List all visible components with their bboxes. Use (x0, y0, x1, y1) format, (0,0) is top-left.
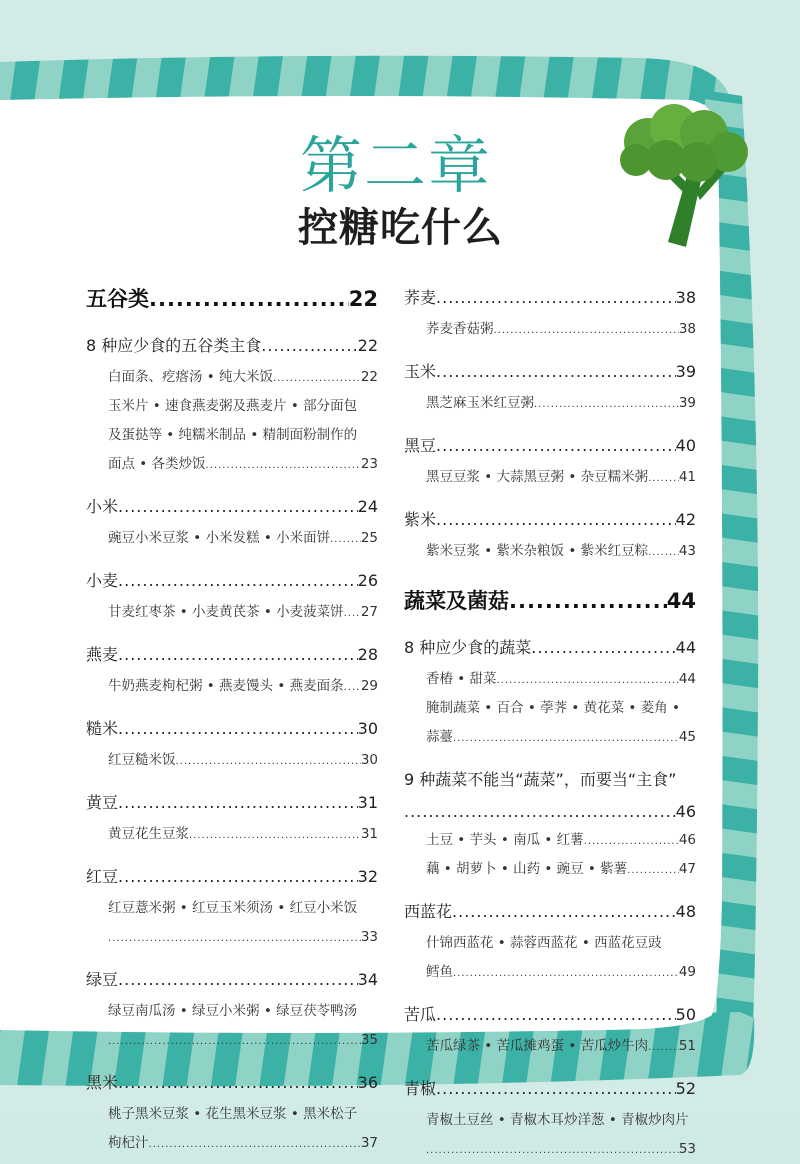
page-number: 31 (357, 793, 378, 812)
leader-dots (118, 859, 358, 894)
toc-label: 8 种应少食的蔬菜 (404, 638, 532, 657)
page-number: 43 (678, 543, 696, 559)
leader-dots (118, 962, 358, 997)
toc-section[interactable] (86, 962, 378, 997)
toc-label: 紫米豆浆 • 紫米杂粮饭 • 紫米红豆粽 (426, 543, 649, 559)
toc-label: 土豆 • 芋头 • 南瓜 • 红薯 (426, 832, 584, 848)
toc-entry[interactable] (404, 389, 696, 418)
page-number: 46 (675, 802, 696, 821)
toc-label: 黑豆 (404, 436, 437, 455)
leader-dots (497, 666, 679, 694)
spacer (404, 620, 696, 630)
spacer (404, 492, 696, 502)
toc-label: 西蓝花 (404, 902, 453, 921)
toc-section[interactable] (404, 428, 696, 463)
toc-label: 荞麦 (404, 288, 437, 307)
leader-dots (648, 464, 679, 492)
leader-dots (627, 856, 679, 884)
toc-label: 蒜薹 (426, 729, 453, 745)
leader-dots (344, 673, 361, 701)
leader-dots (436, 280, 676, 315)
toc-entry-text: 及蛋挞等 • 纯糯米制品 • 精制面粉制作的 (108, 427, 358, 443)
page-number: 33 (360, 929, 378, 945)
leader-dots (436, 997, 676, 1032)
page-number: 22 (348, 287, 378, 311)
toc-label: 藕 • 胡萝卜 • 山药 • 豌豆 • 紫薯 (426, 861, 628, 877)
toc-section[interactable] (404, 354, 696, 389)
toc-label: 小米 (86, 497, 119, 516)
toc-section[interactable] (86, 785, 378, 820)
leader-dots (108, 924, 361, 952)
page-number: 42 (675, 510, 696, 529)
spacer (86, 775, 378, 785)
leader-dots (404, 797, 676, 826)
page-number: 49 (678, 964, 696, 980)
toc-entry[interactable] (86, 820, 378, 849)
toc-section[interactable] (404, 1071, 696, 1106)
spacer (86, 479, 378, 489)
toc-entry[interactable] (86, 1129, 378, 1158)
toc-label: 苦瓜 (404, 1005, 437, 1024)
leader-dots (494, 316, 679, 344)
spacer (404, 752, 696, 762)
toc-label: 枸杞汁 (108, 1135, 149, 1151)
leader-dots (108, 1027, 361, 1055)
leader-dots (149, 1130, 361, 1158)
toc-left-column (86, 280, 378, 1158)
page-number: 51 (678, 1038, 696, 1054)
toc-entry[interactable] (404, 855, 696, 884)
leader-dots (648, 1033, 679, 1061)
toc-label: 燕麦 (86, 645, 119, 664)
page-number: 34 (357, 970, 378, 989)
page-number: 27 (360, 604, 378, 620)
broccoli-icon (608, 102, 758, 252)
leader-dots (344, 599, 361, 627)
toc-label: 红豆 (86, 867, 119, 886)
page-number: 52 (675, 1079, 696, 1098)
leader-dots (453, 959, 679, 987)
leader-dots (118, 711, 358, 746)
toc-label: 蔬菜及菌菇 (404, 589, 509, 613)
leader-dots (534, 390, 679, 418)
spacer (86, 1055, 378, 1065)
toc-entry[interactable] (86, 746, 378, 775)
spacer (404, 344, 696, 354)
spacer (86, 627, 378, 637)
page-number: 39 (678, 395, 696, 411)
page-number: 41 (678, 469, 696, 485)
toc-section[interactable] (86, 563, 378, 598)
toc-label: 黄豆 (86, 793, 119, 812)
leader-dots (453, 724, 679, 752)
toc-label: 糙米 (86, 719, 119, 738)
page-number: 39 (675, 362, 696, 381)
toc-label: 面点 • 各类炒饭 (108, 456, 206, 472)
leader-dots (436, 502, 676, 537)
toc-label: 五谷类 (86, 287, 149, 311)
leader-dots (118, 489, 358, 524)
toc-label: 红豆糙米饭 (108, 752, 176, 768)
leader-dots (436, 428, 676, 463)
page-number: 44 (666, 589, 696, 613)
leader-dots (509, 582, 667, 620)
page-number: 38 (675, 288, 696, 307)
toc-entry-text: 绿豆南瓜汤 • 绿豆小米粥 • 绿豆茯苓鸭汤 (108, 1003, 358, 1019)
page-number: 37 (360, 1135, 378, 1151)
toc-entry[interactable] (404, 958, 696, 987)
toc-section[interactable] (404, 894, 696, 929)
spacer (404, 884, 696, 894)
spacer (404, 418, 696, 428)
toc-right-column (404, 280, 696, 1164)
leader-dots (330, 525, 361, 553)
toc-entry[interactable] (86, 524, 378, 553)
toc-section[interactable] (404, 280, 696, 315)
toc-section[interactable] (86, 489, 378, 524)
page-number: 44 (675, 638, 696, 657)
leader-dots (118, 785, 358, 820)
toc-label: 黄豆花生豆浆 (108, 826, 189, 842)
page-number: 32 (357, 867, 378, 886)
toc-label: 甘麦红枣茶 • 小麦黄芪茶 • 小麦菠菜饼 (108, 604, 344, 620)
page-number: 46 (678, 832, 696, 848)
toc-entry-text: 桃子黑米豆浆 • 花生黑米豆浆 • 黑米松子 (108, 1106, 358, 1122)
toc-section[interactable] (404, 502, 696, 537)
toc-entry[interactable] (404, 463, 696, 492)
toc-label: 白面条、疙瘩汤 • 纯大米饭 (108, 369, 274, 385)
page-number: 38 (678, 321, 696, 337)
leader-dots (436, 1071, 676, 1106)
leader-dots (149, 280, 349, 318)
toc-entry[interactable] (404, 826, 696, 855)
toc-section[interactable] (404, 997, 696, 1032)
page-number: 45 (678, 729, 696, 745)
leader-dots (261, 328, 357, 363)
toc-label: 黑豆豆浆 • 大蒜黑豆粥 • 杂豆糯米粥 (426, 469, 649, 485)
spacer (86, 952, 378, 962)
page-number: 28 (357, 645, 378, 664)
toc-label: 黑米 (86, 1073, 119, 1092)
leader-dots (648, 538, 679, 566)
toc-entry[interactable] (404, 537, 696, 566)
page-number: 35 (360, 1032, 378, 1048)
toc-label: 8 种应少食的五谷类主食 (86, 336, 262, 355)
toc-entry-text: 什锦西蓝花 • 蒜蓉西蓝花 • 西蓝花豆豉 (426, 935, 662, 951)
leader-dots (118, 563, 358, 598)
toc-section[interactable] (86, 859, 378, 894)
toc-section[interactable] (404, 797, 696, 826)
toc-label: 玉米 (404, 362, 437, 381)
leader-dots (426, 1136, 679, 1164)
toc-label: 苦瓜绿茶 • 苦瓜摊鸡蛋 • 苦瓜炒牛肉 (426, 1038, 649, 1054)
page-number: 36 (357, 1073, 378, 1092)
page-number: 50 (675, 1005, 696, 1024)
toc-label: 青椒 (404, 1079, 437, 1098)
page-number: 53 (678, 1141, 696, 1157)
chapter-title: 控糖吃什么 (298, 204, 503, 251)
page-number: 22 (360, 369, 378, 385)
toc-section-heading: 9 种蔬菜不能当“蔬菜”，而要当“主食” (404, 770, 677, 789)
toc-section[interactable] (404, 630, 696, 665)
leader-dots (584, 827, 679, 855)
toc-label: 荞麦香菇粥 (426, 321, 494, 337)
toc-entry[interactable] (86, 923, 378, 952)
toc-entry[interactable] (86, 450, 378, 479)
toc-label: 紫米 (404, 510, 437, 529)
leader-dots (176, 747, 361, 775)
page-number: 31 (360, 826, 378, 842)
leader-dots (189, 821, 361, 849)
spacer (86, 701, 378, 711)
page-number: 26 (357, 571, 378, 590)
toc-entry[interactable] (404, 1135, 696, 1164)
toc-label: 黑芝麻玉米红豆粥 (426, 395, 534, 411)
leader-dots (436, 354, 676, 389)
toc-entry[interactable] (86, 1026, 378, 1055)
page-number: 30 (360, 752, 378, 768)
toc-section[interactable] (86, 711, 378, 746)
toc-label: 绿豆 (86, 970, 119, 989)
page-number: 30 (357, 719, 378, 738)
leader-dots (273, 364, 361, 392)
spacer (404, 1061, 696, 1071)
toc-entry-text: 红豆薏米粥 • 红豆玉米须汤 • 红豆小米饭 (108, 900, 358, 916)
toc-entry[interactable] (404, 1032, 696, 1061)
leader-dots (118, 1065, 358, 1100)
spacer (404, 566, 696, 582)
toc-label: 小麦 (86, 571, 119, 590)
spacer (86, 553, 378, 563)
page-number: 25 (360, 530, 378, 546)
chapter-number: 第二章 (300, 129, 493, 202)
page-number: 44 (678, 671, 696, 687)
page-number: 29 (360, 678, 378, 694)
toc-section[interactable] (86, 1065, 378, 1100)
spacer (86, 849, 378, 859)
spacer (86, 318, 378, 328)
toc-entry-text: 青椒土豆丝 • 青椒木耳炒洋葱 • 青椒炒肉片 (426, 1112, 689, 1128)
page-number: 47 (678, 861, 696, 877)
leader-dots (118, 637, 358, 672)
toc-entry[interactable] (86, 672, 378, 701)
toc-entry[interactable] (404, 315, 696, 344)
leader-dots (452, 894, 676, 929)
toc-entry[interactable] (404, 723, 696, 752)
toc-category[interactable] (86, 280, 378, 318)
page-number: 22 (357, 336, 378, 355)
toc-label: 豌豆小米豆浆 • 小米发糕 • 小米面饼 (108, 530, 331, 546)
toc-section[interactable] (86, 328, 378, 363)
leader-dots (531, 630, 675, 665)
toc-label: 牛奶燕麦枸杞粥 • 燕麦馒头 • 燕麦面条 (108, 678, 344, 694)
toc-entry[interactable] (86, 598, 378, 627)
leader-dots (206, 451, 361, 479)
toc-entry[interactable] (404, 665, 696, 694)
toc-entry-text: 玉米片 • 速食燕麦粥及燕麦片 • 部分面包 (108, 398, 358, 414)
page-number: 48 (675, 902, 696, 921)
toc-section[interactable] (86, 637, 378, 672)
page-number: 24 (357, 497, 378, 516)
spacer (404, 987, 696, 997)
page-number: 40 (675, 436, 696, 455)
toc-entry[interactable] (86, 363, 378, 392)
page-number: 23 (360, 456, 378, 472)
toc-entry-text: 腌制蔬菜 • 百合 • 荸荠 • 黄花菜 • 菱角 • (426, 700, 680, 716)
toc-category[interactable] (404, 582, 696, 620)
toc-label: 香椿 • 甜菜 (426, 671, 497, 687)
toc-label: 鳕鱼 (426, 964, 453, 980)
